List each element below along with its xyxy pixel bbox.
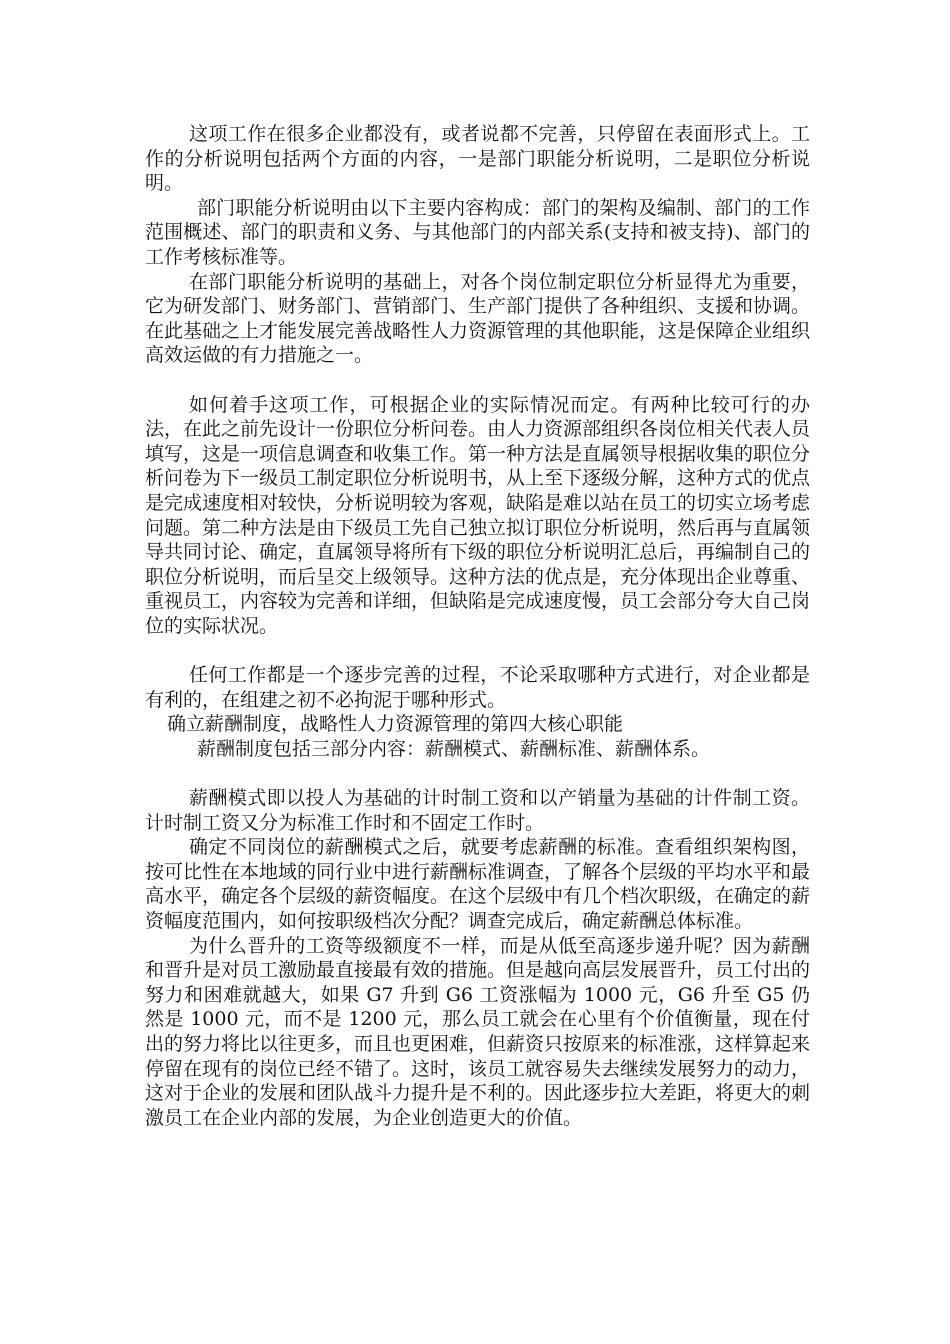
paragraph-1: 这项工作在很多企业都没有，或者说都不完善，只停留在表面形式上。工作的分析说明包括两个方面的内容，一是部门职能分析说明，二是职位分析说明。	[145, 123, 810, 195]
paragraph-4: 如何着手这项工作，可根据企业的实际情况而定。有两种比较可行的办法，在此之前先设计一份职位分析问卷。由人力资源部组织各岗位相关代表人员填写，这是一项信息调查和收集工作。第一种方法是直属领导根据收集的职位分析问卷为下一级员工制定职位分析说明书，从上至下逐级分解，这种方式的优点是完成速度相对较快，分析说明较为客观，缺陷是难以站在员工的切实立场考虑问题。第二种方法是由下级员工先自己独立拟订职位分析说明，然后再与直属领导共同讨论、确定，直属领导将所有下级的职位分析说明汇总后，再编制自己的职位分析说明，而后呈交上级领导。这种方法的优点是，充分体现出企业尊重、重视员工，内容较为完善和详细，但缺陷是完成速度慢，员工会部分夸大自己岗位的实际状况。	[145, 393, 811, 637]
paragraph-7: 薪酬模式即以投人为基础的计时制工资和以产销量为基础的计件制工资。计时制工资又分为标准工作时和不固定工作时。	[145, 787, 810, 834]
paragraph-2: 部门职能分析说明由以下主要内容构成：部门的架构及编制、部门的工作范围概述、部门的职责和义务、与其他部门的内部关系(支持和被支持)、部门的工作考核标准等。	[145, 196, 810, 268]
paragraph-6: 薪酬制度包括三部分内容：薪酬模式、薪酬标准、薪酬体系。	[197, 737, 711, 760]
section-heading: 确立薪酬制度，战略性人力资源管理的第四大核心职能	[167, 713, 624, 736]
paragraph-spacer	[145, 368, 810, 393]
paragraph-8: 确定不同岗位的薪酬模式之后，就要考虑薪酬的标准。查看组织架构图，按可比性在本地域的同行业中进行薪酬标准调查，了解各个层级的平均水平和最高水平，确定各个层级的薪资幅度。在这个层级中有几个档次职级，在确定的薪资幅度范围内，如何按职级档次分配？调查完成后，确定薪酬总体标准。	[145, 836, 811, 932]
paragraph-3: 在部门职能分析说明的基础上，对各个岗位制定职位分析显得尤为重要，它为研发部门、财务部门、营销部门、生产部门提供了各种组织、支援和协调。在此基础之上才能发展完善战略性人力资源管理的其他职能，这是保障企业组织高效运做的有力措施之一。	[145, 270, 811, 367]
paragraph-spacer	[145, 638, 810, 663]
paragraph-9: 为什么晋升的工资等级额度不一样，而是从低至高逐步递升呢？因为薪酬和晋升是对员工激励最直接最有效的措施。但是越向高层发展晋升，员工付出的努力和困难就越大，如果 G7 升到 G6 工资涨幅为 1000 元，G6 升至 G5 仍然是 1000 元，而不是 1200 元，那么员工就会在心里有个价值衡量，现在付出的努力将比以往更多，而且也更困难，但薪资只按原来的标准涨，这样算起来停留在现有的岗位已经不错了。这时，该员工就容易失去继续发展努力的动力，这对于企业的发展和团队战斗力提升是不利的。因此逐步拉大差距，将更大的刺激员工在企业内部的发展，为企业创造更大的价值。	[145, 934, 811, 1129]
paragraph-spacer	[145, 761, 810, 786]
document-body	[145, 122, 810, 1130]
paragraph-5: 任何工作都是一个逐步完善的过程，不论采取哪种方式进行，对企业都是有利的，在组建之初不必拘泥于哪种形式。	[145, 664, 810, 711]
